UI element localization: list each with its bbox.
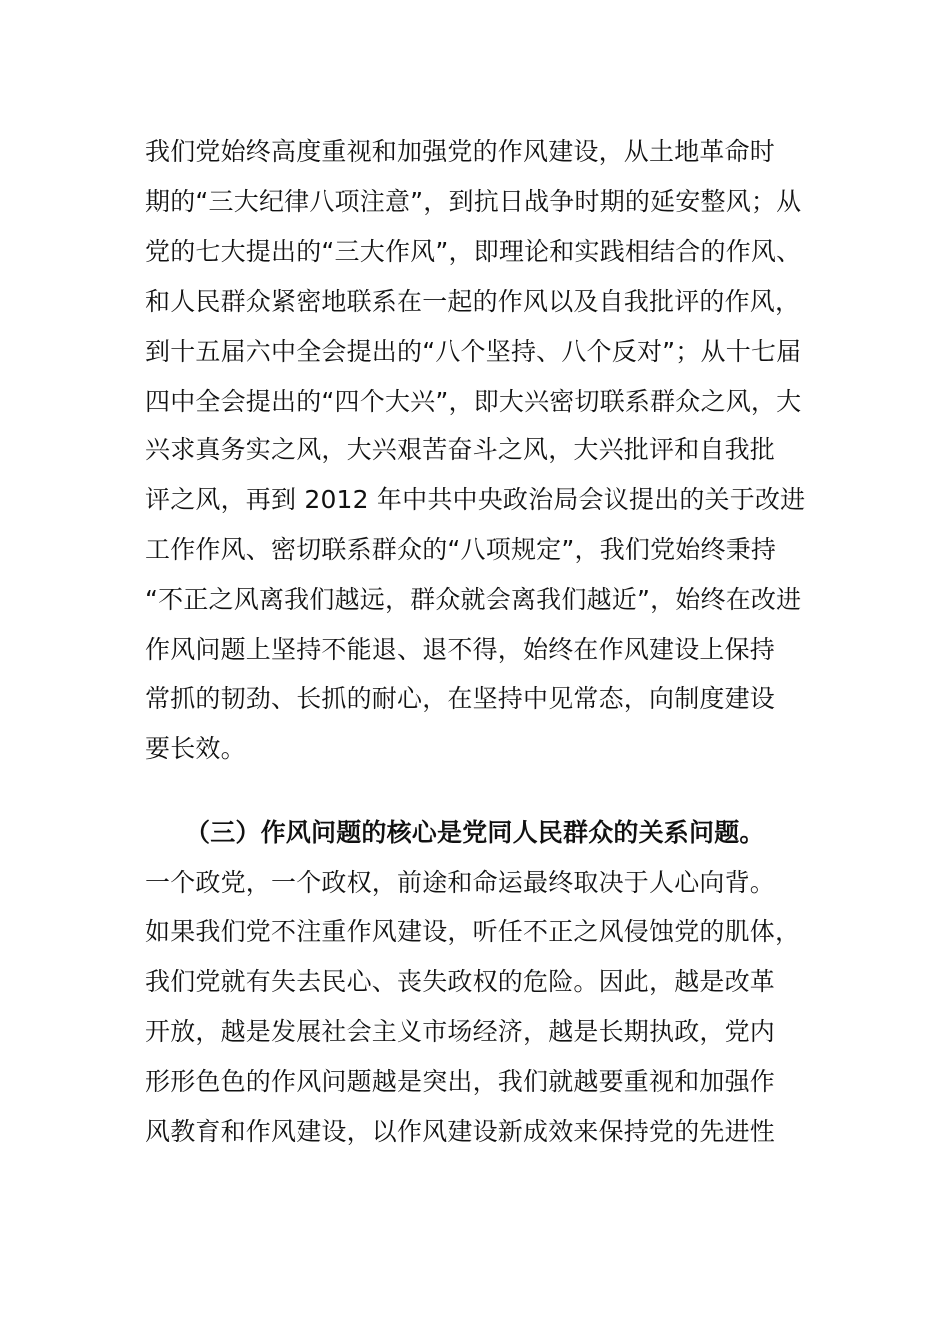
paragraph-line: 工作作风、密切联系群众的“八项规定”，我们党始终秉持 (145, 535, 777, 564)
paragraph-line: 和人民群众紧密地联系在一起的作风以及自我批评的作风， (145, 287, 801, 316)
paragraph-line: 我们党就有失去民心、丧失政权的危险。因此，越是改革 (145, 967, 776, 996)
paragraph-line: 党的七大提出的“三大作风”，即理论和实践相结合的作风、 (145, 237, 802, 266)
paragraph-line: 我们党始终高度重视和加强党的作风建设，从土地革命时 (145, 137, 776, 166)
paragraph-line: “不正之风离我们越远，群众就会离我们越近”，始终在改进 (145, 585, 802, 614)
paragraph-line: 期的“三大纪律八项注意”，到抗日战争时期的延安整风；从 (145, 187, 802, 216)
paragraph-line: 形形色色的作风问题越是突出，我们就越要重视和加强作 (145, 1067, 776, 1096)
paragraph-line: 常抓的韧劲、长抓的耐心，在坚持中见常态，向制度建设 (145, 684, 776, 713)
paragraph-line: 如果我们党不注重作风建设，听任不正之风侵蚀党的肌体， (145, 917, 801, 946)
paragraph-line: 四中全会提出的“四个大兴”，即大兴密切联系群众之风，大 (145, 387, 802, 416)
paragraph-line: 评之风，再到 2012 年中共中央政治局会议提出的关于改进 (145, 485, 806, 514)
paragraph-line: 开放，越是发展社会主义市场经济，越是长期执政，党内 (145, 1017, 776, 1046)
paragraph-line: 作风问题上坚持不能退、退不得，始终在作风建设上保持 (145, 635, 776, 664)
section-heading: （三）作风问题的核心是党同人民群众的关系问题。 (185, 818, 765, 847)
paragraph-line: 一个政党，一个政权，前途和命运最终取决于人心向背。 (145, 868, 776, 897)
paragraph-line: 到十五届六中全会提出的“八个坚持、八个反对”；从十七届 (145, 337, 802, 366)
paragraph-line: 兴求真务实之风，大兴艰苦奋斗之风，大兴批评和自我批 (145, 435, 776, 464)
paragraph-line: 要长效。 (145, 734, 246, 763)
paragraph-line: 风教育和作风建设，以作风建设新成效来保持党的先进性 (145, 1117, 776, 1146)
